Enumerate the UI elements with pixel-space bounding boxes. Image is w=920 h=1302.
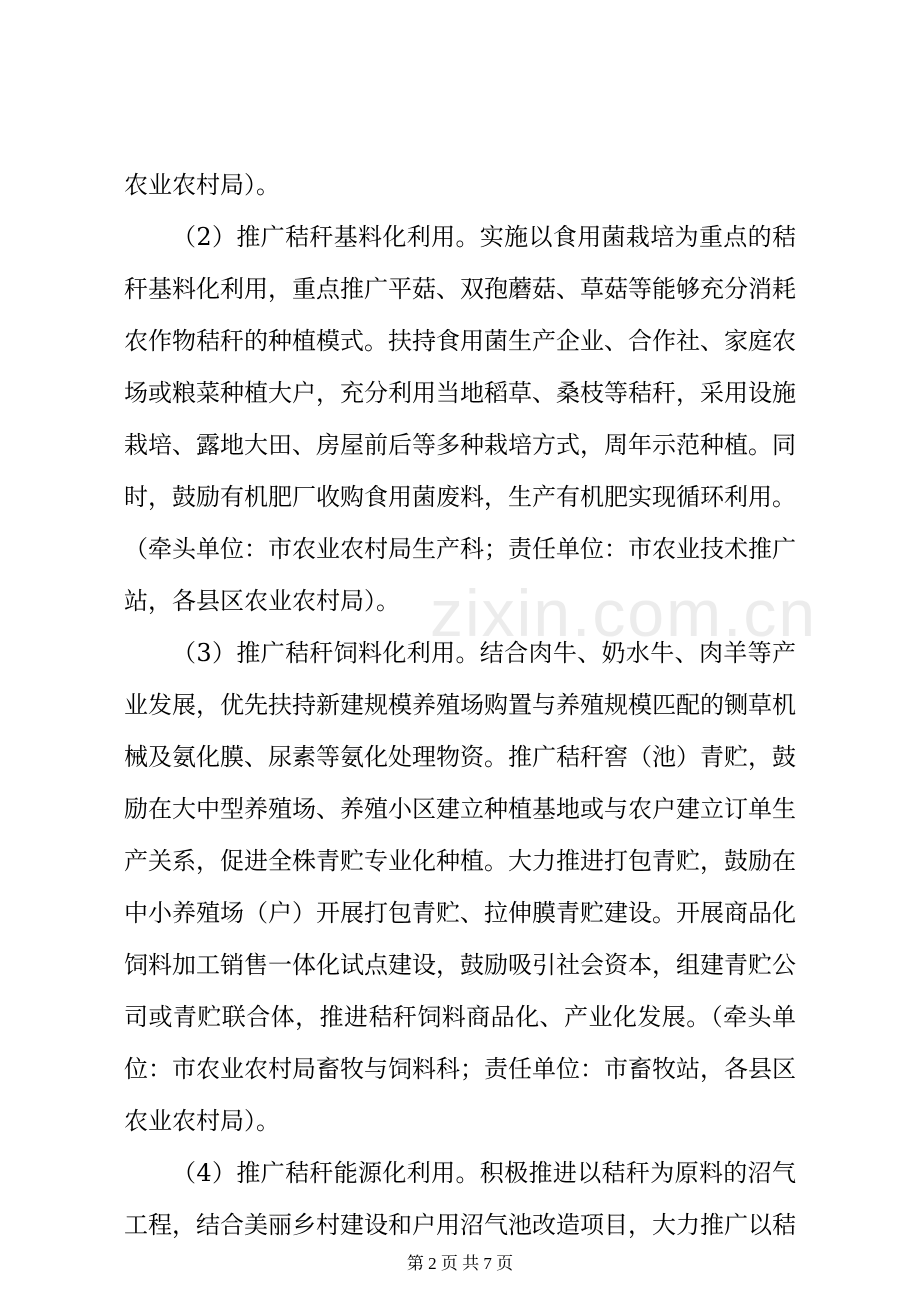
text-line: 位：市农业农村局畜牧与饲料科；责任单位：市畜牧站，各县区 [124,1055,796,1083]
text-line: 饲料加工销售一体化试点建设，鼓励吸引社会资本，组建青贮公 [124,951,796,979]
text-line: 站，各县区农业农村局）。 [124,587,400,615]
text-line: （2）推广秸秆基料化利用。实施以食用菌栽培为重点的秸 [172,223,796,251]
page-number-footer: 第 2 页 共 7 页 [406,1254,514,1273]
text-line: （4）推广秸秆能源化利用。积极推进以秸秆为原料的沼气 [172,1159,796,1187]
text-line: （牵头单位：市农业农村局生产科；责任单位：市农业技术推广 [124,535,796,563]
text-line: 秆基料化利用，重点推广平菇、双孢蘑菇、草菇等能够充分消耗 [124,275,796,303]
text-line: 农业农村局）。 [124,1107,280,1135]
text-line: 场或粮菜种植大户，充分利用当地稻草、桑枝等秸秆，采用设施 [124,379,796,407]
text-line: 产关系，促进全株青贮专业化种植。大力推进打包青贮，鼓励在 [124,847,796,875]
text-line: 农作物秸秆的种植模式。扶持食用菌生产企业、合作社、家庭农 [124,327,796,355]
text-line: 励在大中型养殖场、养殖小区建立种植基地或与农户建立订单生 [124,795,796,823]
text-line: 司或青贮联合体，推进秸秆饲料商品化、产业化发展。（牵头单 [124,1003,796,1031]
text-line: 农业农村局）。 [124,171,280,199]
text-line: 业发展，优先扶持新建规模养殖场购置与养殖规模匹配的铡草机 [124,691,796,719]
watermark: zixin.com.cn [430,576,818,650]
text-line: 栽培、露地大田、房屋前后等多种栽培方式，周年示范种植。同 [124,431,796,459]
text-line: 械及氨化膜、尿素等氨化处理物资。推广秸秆窖（池）青贮，鼓 [124,743,796,771]
text-line: 中小养殖场（户）开展打包青贮、拉伸膜青贮建设。开展商品化 [124,899,796,927]
text-line: （3）推广秸秆饲料化利用。结合肉牛、奶水牛、肉羊等产 [172,639,796,667]
text-line: 工程，结合美丽乡村建设和户用沼气池改造项目，大力推广以秸 [124,1211,796,1239]
text-line: 时，鼓励有机肥厂收购食用菌废料，生产有机肥实现循环利用。 [124,483,796,511]
